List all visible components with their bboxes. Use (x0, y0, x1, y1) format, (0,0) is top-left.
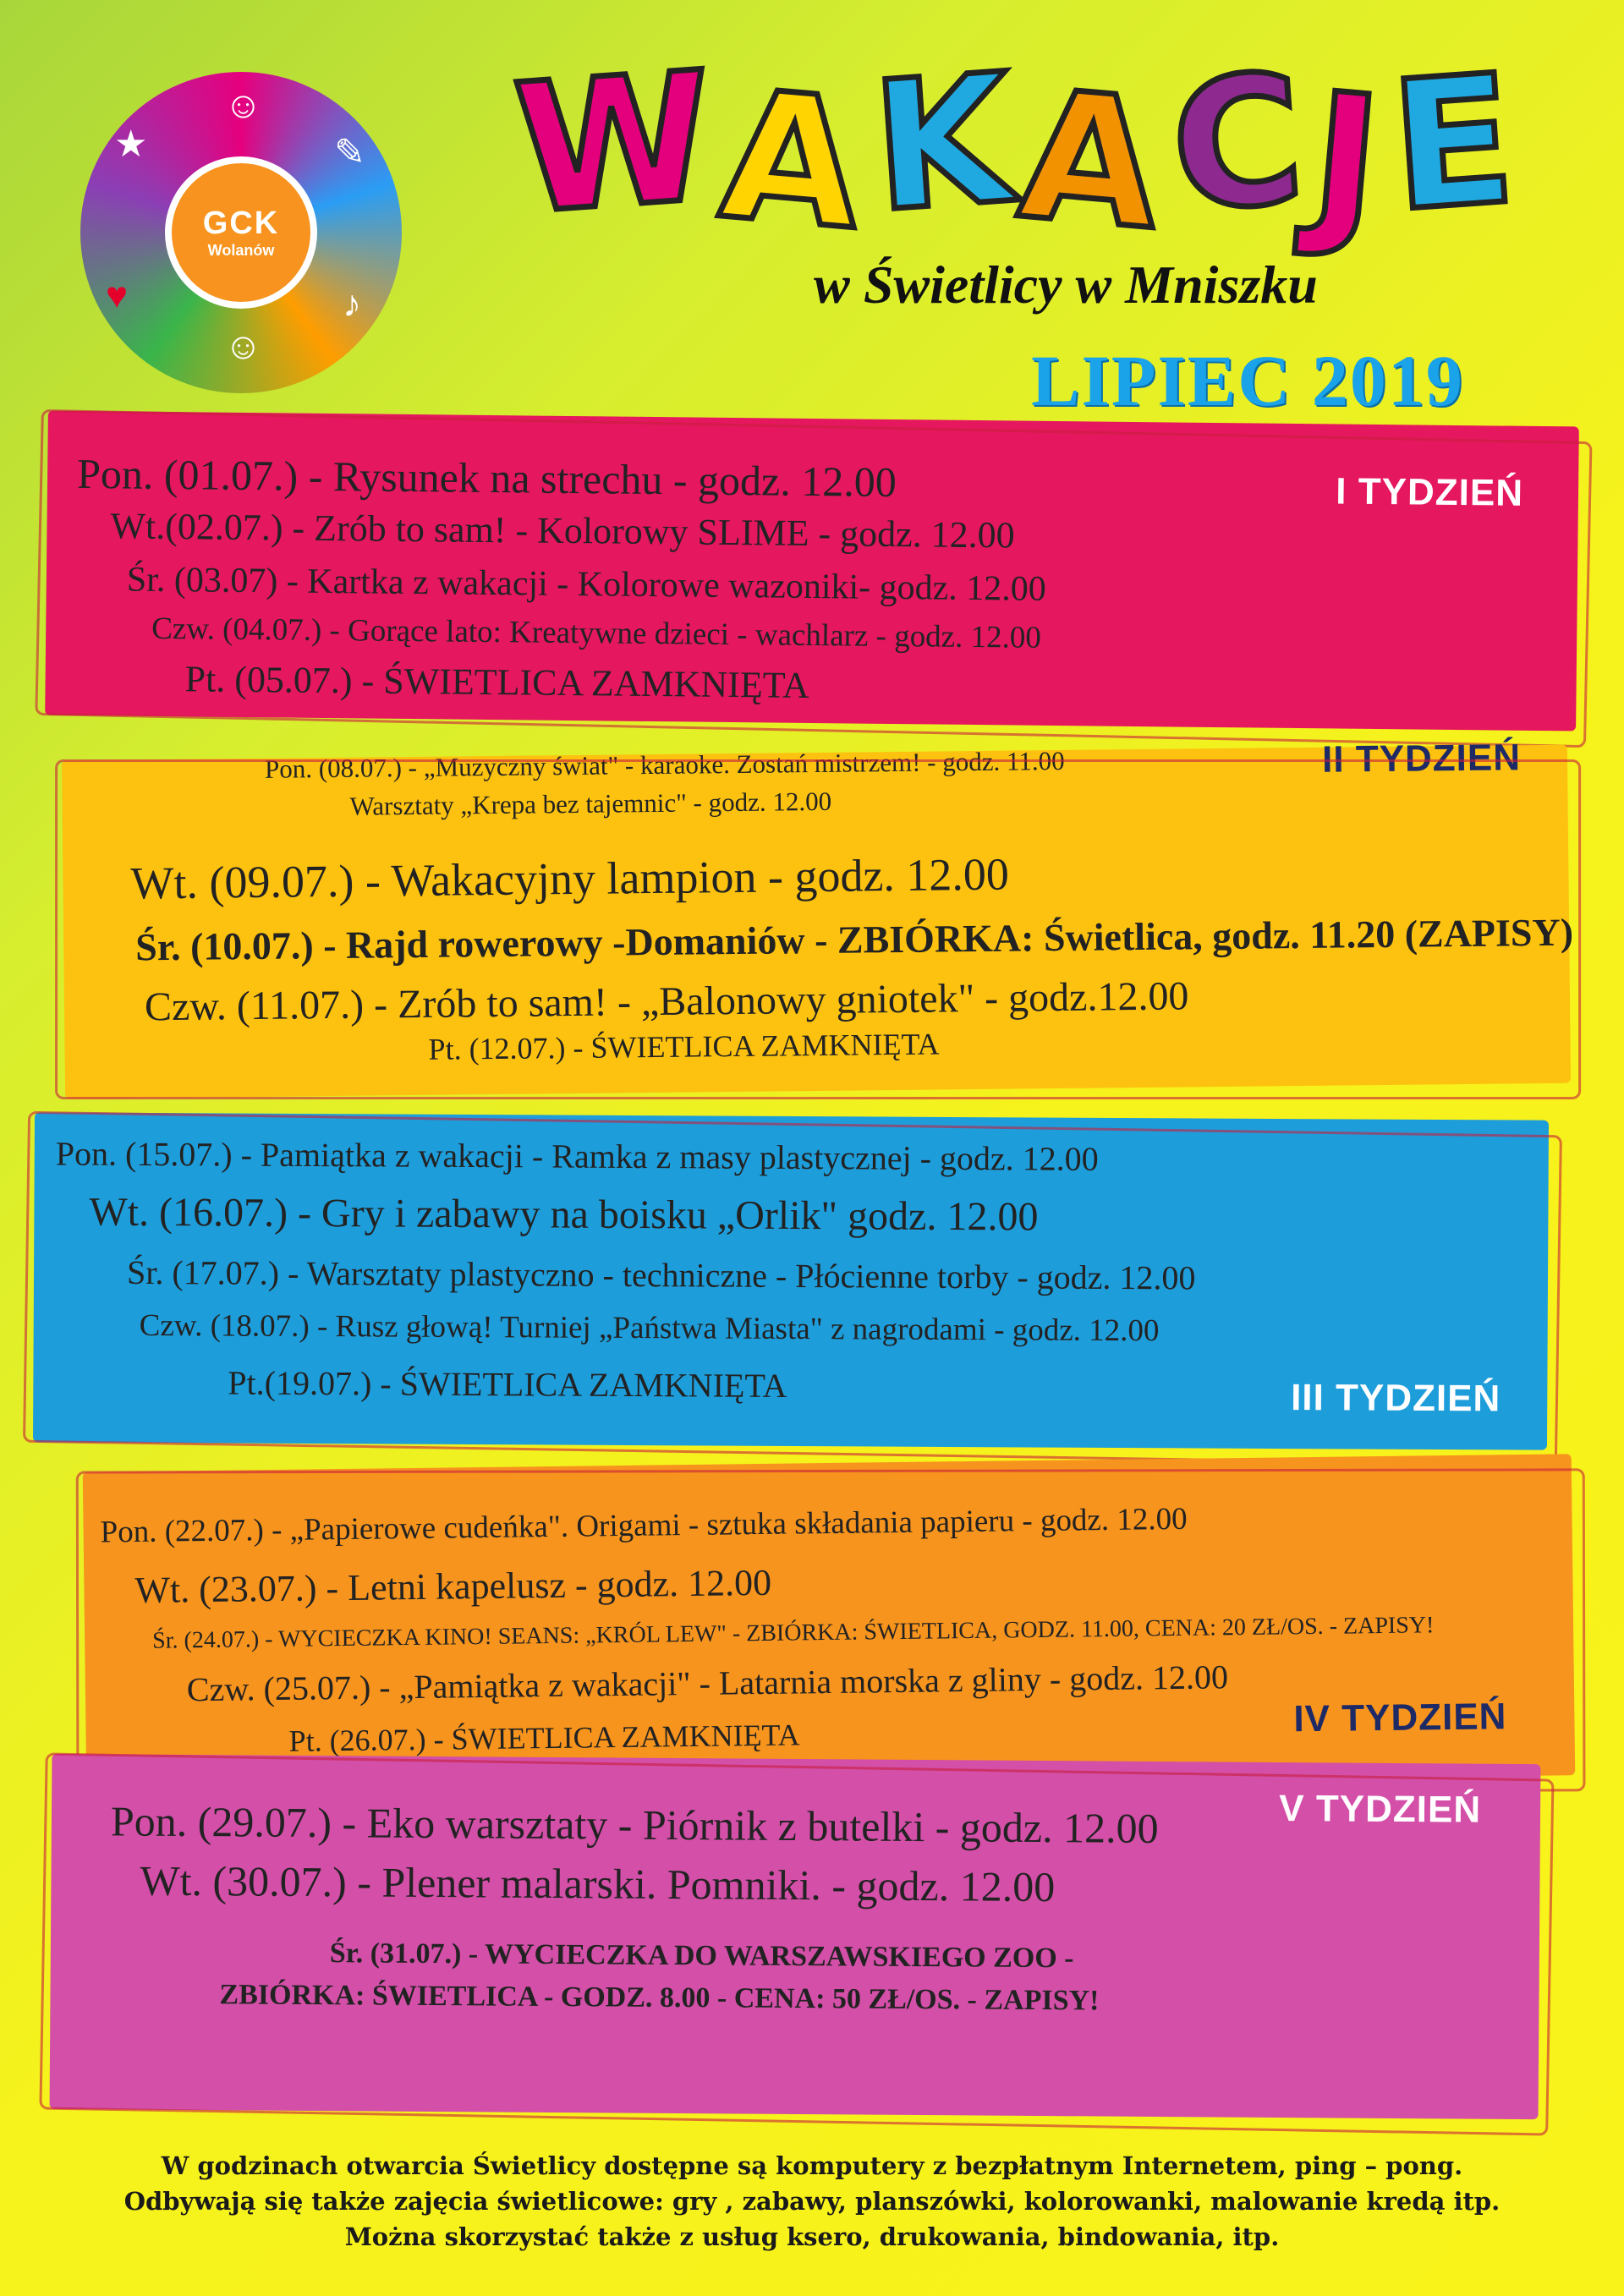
title-letter: E (1385, 36, 1521, 251)
schedule-line: Śr. (24.07.) - WYCIECZKA KINO! SEANS: „KRÓL LEW" - ZBIÓRKA: ŚWIETLICA, GODZ. 11.00, CENA: 20 ZŁ/OS. - ZAPISY! (151, 1612, 1435, 1654)
star-icon: ★ (114, 123, 148, 165)
week-5-panel (50, 1754, 1541, 2119)
schedule-line: Wt.(02.07.) - Zrób to sam! - Kolorowy SLIME - godz. 12.00 (110, 505, 1015, 556)
paint-brush-icon: ✎ (334, 132, 365, 173)
music-note-icon: ♪ (343, 283, 361, 325)
schedule-line: Pt. (05.07.) - ŚWIETLICA ZAMKNIĘTA (184, 658, 810, 706)
week-label: I TYDZIEŃ (1336, 470, 1524, 514)
heart-icon: ♥ (106, 275, 129, 316)
poster-title (431, 33, 1599, 270)
title-letter: A (713, 51, 870, 270)
schedule-line: Wt. (16.07.) - Gry i zabawy na boisku „Orlik" godz. 12.00 (89, 1189, 1039, 1240)
schedule-line: Pon. (15.07.) - Pamiątka z wakacji - Ramka z masy plastycznej - godz. 12.00 (55, 1134, 1099, 1178)
schedule-line: Śr. (17.07.) - Warsztaty plastyczno - techniczne - Płócienne torby - godz. 12.00 (126, 1252, 1196, 1297)
week-3-panel (33, 1112, 1549, 1449)
week-label: IV TYDZIEŃ (1293, 1696, 1507, 1740)
schedule-line: Pt.(19.07.) - ŚWIETLICA ZAMKNIĘTA (228, 1363, 787, 1405)
week-4-panel (83, 1454, 1576, 1793)
smiley-icon: ☺ (224, 326, 262, 367)
schedule-line: Pon. (29.07.) - Eko warsztaty - Piórnik z butelki - godz. 12.00 (110, 1797, 1159, 1852)
schedule-line: Śr. (03.07) - Kartka z wakacji - Kolorowe wazoniki- godz. 12.00 (126, 560, 1047, 609)
schedule-line: Pt. (26.07.) - ŚWIETLICA ZAMKNIĘTA (288, 1718, 800, 1758)
schedule-line: Wt. (09.07.) - Wakacyjny lampion - godz. 12.00 (130, 848, 1010, 909)
logo-badge (165, 156, 317, 309)
schedule-line-highlight: ZBIÓRKA: ŚWIETLICA - GODZ. 8.00 - CENA: 50 ZŁ/OS. - ZAPISY! (219, 1979, 1100, 2017)
title-letter: C (1165, 35, 1310, 252)
schedule-line: Pon. (08.07.) - „Muzyczny świat" - karaoke. Zostań mistrzem! - godz. 11.00 (264, 745, 1065, 784)
title-letter: W (509, 33, 720, 254)
title-letter: K (866, 35, 1018, 252)
subtitle: w Świetlicy w Mniszku (814, 255, 1318, 315)
schedule-line: Czw. (04.07.) - Gorące lato: Kreatywne dzieci - wachlarz - godz. 12.00 (151, 611, 1042, 655)
month-label: LIPIEC 2019 (1031, 340, 1464, 421)
schedule-line: Pt. (12.07.) - ŚWIETLICA ZAMKNIĘTA (428, 1027, 940, 1066)
week-1-panel (45, 411, 1579, 732)
footer-line: Odbywają się także zajęcia świetlicowe: gry , zabawy, planszówki, kolorowanki, malowanie kredą itp. (123, 2187, 1501, 2216)
logo-place: Wolanów (207, 242, 275, 259)
schedule-line-highlight: Śr. (31.07.) - WYCIECZKA DO WARSZAWSKIEGO ZOO - (329, 1937, 1074, 1975)
schedule-line: Wt. (23.07.) - Letni kapelusz - godz. 12.00 (134, 1561, 772, 1612)
schedule-line: Czw. (25.07.) - „Pamiątka z wakacji" - Latarnia morska z gliny - godz. 12.00 (186, 1658, 1229, 1709)
logo-name: GCK (202, 205, 280, 241)
schedule-line: Czw. (18.07.) - Rusz głową! Turniej „Państwa Miasta" z nagrodami - godz. 12.00 (139, 1307, 1160, 1349)
smiley-icon: ☺ (224, 85, 262, 126)
title-letter: A (1012, 51, 1168, 270)
schedule-line: Czw. (11.07.) - Zrób to sam! - „Balonowy gniotek" - godz.12.00 (144, 973, 1189, 1030)
schedule-line: Pon. (01.07.) - Rysunek na strechu - godz. 12.00 (76, 449, 897, 507)
week-label: II TYDZIEŃ (1321, 737, 1522, 781)
schedule-line-highlight: Śr. (10.07.) - Rajd rowerowy -Domaniów - ZBIÓRKA: Świetlica, godz. 11.20 (ZAPISY) (135, 910, 1574, 969)
schedule-line: Pon. (22.07.) - „Papierowe cudeńka". Origami - sztuka składania papieru - godz. 12.00 (100, 1501, 1188, 1550)
footer-line: Można skorzystać także z usług ksero, drukowania, bindowania, itp. (344, 2222, 1280, 2251)
week-2-panel (62, 737, 1574, 1099)
title-letter: J (1303, 53, 1388, 266)
footer-line: W godzinach otwarcia Świetlicy dostępne są komputery z bezpłatnym Internetem, ping – pong. (161, 2151, 1463, 2180)
week-label: V TYDZIEŃ (1279, 1787, 1482, 1831)
week-label: III TYDZIEŃ (1291, 1377, 1501, 1420)
footer-note (85, 2148, 1539, 2255)
schedule-line: Wt. (30.07.) - Plener malarski. Pomniki. - godz. 12.00 (140, 1856, 1056, 1911)
schedule-line: Warsztaty „Krepa bez tajemnic" - godz. 12.00 (349, 786, 832, 821)
gck-logo (80, 72, 402, 393)
